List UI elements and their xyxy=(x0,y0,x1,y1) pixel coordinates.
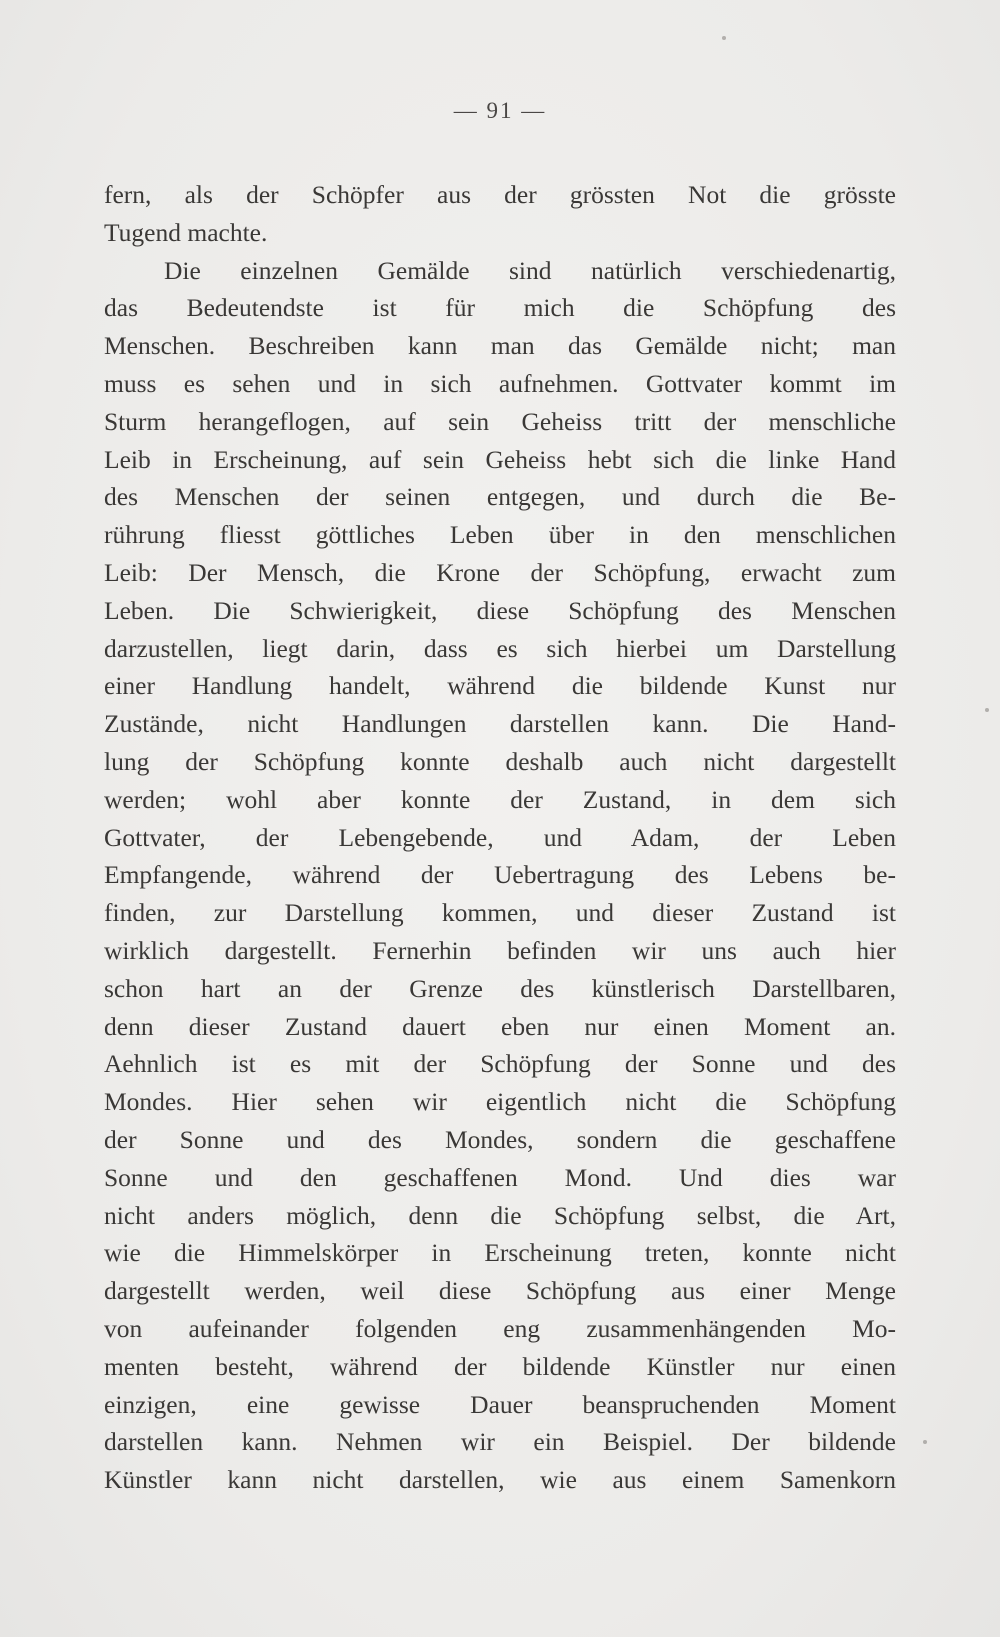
text-line: einer Handlung handelt, während die bildende Kunst nur xyxy=(104,671,896,701)
text-line: von aufeinander folgenden eng zusammenhängenden Mo- xyxy=(104,1313,896,1343)
text-line: Sturm herangeflogen, auf sein Geheiss tritt der menschliche xyxy=(104,406,896,436)
text-line: Künstler kann nicht darstellen, wie aus einem Samenkorn xyxy=(104,1465,896,1495)
text-line: muss es sehen und in sich aufnehmen. Gottvater kommt im xyxy=(104,368,896,398)
body-text xyxy=(104,176,896,1499)
text-line: Aehnlich ist es mit der Schöpfung der Sonne und des xyxy=(104,1049,896,1079)
text-line: darzustellen, liegt darin, dass es sich hierbei um Darstellung xyxy=(104,633,896,663)
text-line: Sonne und den geschaffenen Mond. Und dies war xyxy=(104,1162,896,1192)
text-line: lung der Schöpfung konnte deshalb auch nicht dargestellt xyxy=(104,746,896,776)
text-line: der Sonne und des Mondes, sondern die geschaffene xyxy=(104,1124,896,1154)
text-line: wirklich dargestellt. Fernerhin befinden wir uns auch hier xyxy=(104,935,896,965)
text-line: das Bedeutendste ist für mich die Schöpfung des xyxy=(104,293,896,323)
text-line: Mondes. Hier sehen wir eigentlich nicht die Schöpfung xyxy=(104,1087,896,1117)
text-line: wie die Himmelskörper in Erscheinung treten, konnte nicht xyxy=(104,1238,896,1268)
text-line: dargestellt werden, weil diese Schöpfung aus einer Menge xyxy=(104,1276,896,1306)
paper-speck xyxy=(985,708,989,712)
text-line: schon hart an der Grenze des künstlerisch Darstellbaren, xyxy=(104,973,896,1003)
page-number: — 91 — xyxy=(453,98,547,123)
text-line: darstellen kann. Nehmen wir ein Beispiel. Der bildende xyxy=(104,1427,896,1457)
text-line: Empfangende, während der Uebertragung des Lebens be- xyxy=(104,860,896,890)
paper-speck xyxy=(923,1440,927,1444)
text-line: Leben. Die Schwierigkeit, diese Schöpfung des Menschen xyxy=(104,595,896,625)
text-line: Menschen. Beschreiben kann man das Gemälde nicht; man xyxy=(104,331,896,361)
text-line: fern, als der Schöpfer aus der grössten Not die grösste xyxy=(104,180,896,209)
text-line: Zustände, nicht Handlungen darstellen kann. Die Hand- xyxy=(104,709,896,739)
text-line: einzigen, eine gewisse Dauer beanspruchenden Moment xyxy=(104,1389,896,1419)
text-line: Leib: Der Mensch, die Krone der Schöpfung, erwacht zum xyxy=(104,557,896,587)
text-line: des Menschen der seinen entgegen, und durch die Be- xyxy=(104,482,896,512)
text-line: nicht anders möglich, denn die Schöpfung selbst, die Art, xyxy=(104,1200,896,1230)
text-line: finden, zur Darstellung kommen, und dieser Zustand ist xyxy=(104,898,896,928)
text-line: Leib in Erscheinung, auf sein Geheiss hebt sich die linke Hand xyxy=(104,444,896,474)
text-line: menten besteht, während der bildende Künstler nur einen xyxy=(104,1351,896,1381)
text-line: werden; wohl aber konnte der Zustand, in dem sich xyxy=(104,784,896,814)
text-line: Tugend machte. xyxy=(104,217,268,247)
text-line: Die einzelnen Gemälde sind natürlich verschiedenartig, xyxy=(164,255,896,285)
text-line: rührung fliesst göttliches Leben über in den menschlichen xyxy=(104,520,896,550)
text-line: Gottvater, der Lebengebende, und Adam, der Leben xyxy=(104,822,896,852)
text-line: denn dieser Zustand dauert eben nur einen Moment an. xyxy=(104,1011,896,1041)
paper-speck xyxy=(722,36,726,40)
